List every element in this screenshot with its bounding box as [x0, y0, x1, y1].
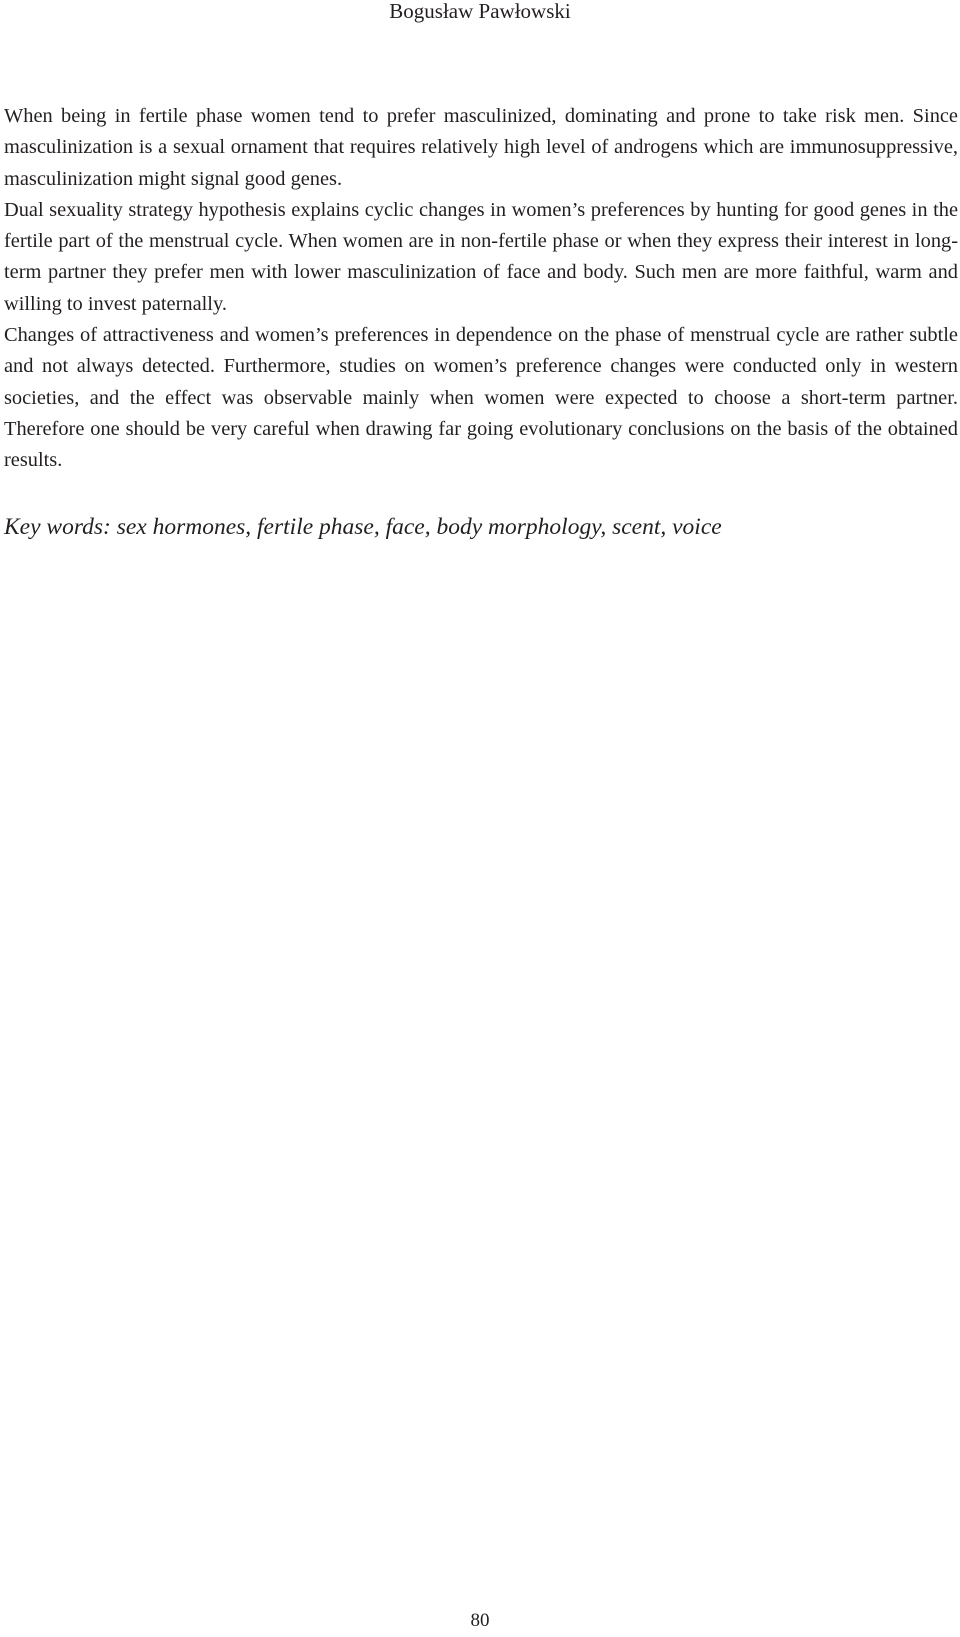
paragraph: Dual sexuality strategy hypothesis explains cyclic changes in women’s preferences by hunting for good genes in the fertile part of the menstrual cycle. When women are in non-fertile phase or when they express their interest in long-term partner they prefer men with lower masculinization of face and body. Such men are more faithful, warm and willing to invest paternally.: [4, 198, 958, 315]
running-head-author: Bogusław Pawłowski: [389, 0, 571, 23]
page-number: 80: [470, 1610, 490, 1631]
paragraph: Changes of attractiveness and women’s preferences in dependence on the phase of menstrual cycle are rather subtle and not always detected. Furthermore, studies on women’s preference changes were conducted only in western societies, and the effect was observable mainly when women were expected to choose a short-term partner. Therefore one should be very careful when drawing far going evolutionary conclusions on the basis of the obtained results.: [4, 324, 958, 472]
abstract-body: [4, 101, 958, 477]
paragraph: When being in fertile phase women tend to prefer masculinized, dominating and prone to take risk men. Since masculinization is a sexual ornament that requires relatively high level of androgens which are immunosuppressive, masculinization might signal good genes.: [4, 105, 958, 190]
keywords-line: Key words: sex hormones, fertile phase, face, body morphology, scent, voice: [4, 514, 722, 540]
